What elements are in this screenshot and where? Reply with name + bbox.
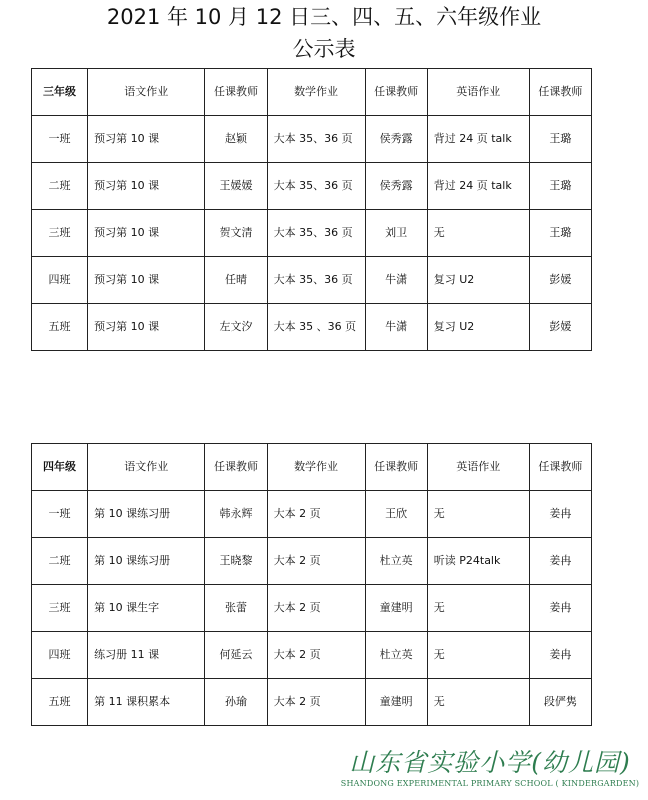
class-label: 二班 bbox=[32, 538, 88, 585]
page-title: 2021 年 10 月 12 日三、四、五、六年级作业 bbox=[106, 5, 542, 29]
chinese-teacher: 赵颖 bbox=[205, 116, 267, 163]
english-teacher: 彭媛 bbox=[529, 304, 591, 351]
chinese-teacher: 韩永辉 bbox=[205, 491, 267, 538]
english-teacher: 王璐 bbox=[529, 210, 591, 257]
header-math-homework: 数学作业 bbox=[267, 444, 365, 491]
english-teacher: 姜冉 bbox=[529, 491, 591, 538]
table-row bbox=[32, 585, 592, 632]
english-homework: 复习 U2 bbox=[427, 304, 529, 351]
grade-label: 四年级 bbox=[32, 444, 88, 491]
grade-label: 三年级 bbox=[32, 69, 88, 116]
math-teacher: 童建明 bbox=[365, 585, 427, 632]
chinese-teacher: 王媛媛 bbox=[205, 163, 267, 210]
chinese-homework: 第 10 课生字 bbox=[88, 585, 205, 632]
math-teacher: 刘卫 bbox=[365, 210, 427, 257]
table-row bbox=[32, 491, 592, 538]
math-homework: 大本 2 页 bbox=[267, 538, 365, 585]
english-teacher: 王璐 bbox=[529, 163, 591, 210]
header-teacher: 任课教师 bbox=[529, 444, 591, 491]
math-homework: 大本 35、36 页 bbox=[267, 257, 365, 304]
class-label: 四班 bbox=[32, 257, 88, 304]
chinese-teacher: 何延云 bbox=[205, 632, 267, 679]
math-teacher: 侯秀露 bbox=[365, 163, 427, 210]
header-chinese-homework: 语文作业 bbox=[88, 69, 205, 116]
english-teacher: 姜冉 bbox=[529, 632, 591, 679]
table-header-row bbox=[32, 69, 592, 116]
grade4-homework-table bbox=[31, 443, 592, 726]
chinese-homework: 第 10 课练习册 bbox=[88, 491, 205, 538]
chinese-teacher: 左文汐 bbox=[205, 304, 267, 351]
english-teacher: 王璐 bbox=[529, 116, 591, 163]
chinese-teacher: 张蕾 bbox=[205, 585, 267, 632]
chinese-homework: 第 11 课积累本 bbox=[88, 679, 205, 726]
table-row bbox=[32, 163, 592, 210]
english-homework: 无 bbox=[427, 491, 529, 538]
math-homework: 大本 2 页 bbox=[267, 585, 365, 632]
chinese-homework: 预习第 10 课 bbox=[88, 210, 205, 257]
table-row bbox=[32, 210, 592, 257]
page-subtitle: 公示表 bbox=[292, 37, 356, 61]
english-teacher: 姜冉 bbox=[529, 585, 591, 632]
math-homework: 大本 35 、36 页 bbox=[267, 304, 365, 351]
math-teacher: 童建明 bbox=[365, 679, 427, 726]
chinese-homework: 预习第 10 课 bbox=[88, 257, 205, 304]
class-label: 五班 bbox=[32, 304, 88, 351]
math-teacher: 杜立英 bbox=[365, 538, 427, 585]
class-label: 一班 bbox=[32, 491, 88, 538]
english-homework: 无 bbox=[427, 679, 529, 726]
math-teacher: 牛潇 bbox=[365, 304, 427, 351]
math-homework: 大本 2 页 bbox=[267, 491, 365, 538]
english-homework: 无 bbox=[427, 210, 529, 257]
math-teacher: 杜立英 bbox=[365, 632, 427, 679]
chinese-homework: 预习第 10 课 bbox=[88, 116, 205, 163]
chinese-teacher: 王晓黎 bbox=[205, 538, 267, 585]
header-teacher: 任课教师 bbox=[365, 69, 427, 116]
header-teacher: 任课教师 bbox=[365, 444, 427, 491]
math-teacher: 牛潇 bbox=[365, 257, 427, 304]
math-homework: 大本 35、36 页 bbox=[267, 210, 365, 257]
class-label: 四班 bbox=[32, 632, 88, 679]
class-label: 二班 bbox=[32, 163, 88, 210]
table-header-row bbox=[32, 444, 592, 491]
math-homework: 大本 2 页 bbox=[267, 679, 365, 726]
english-teacher: 姜冉 bbox=[529, 538, 591, 585]
math-teacher: 侯秀露 bbox=[365, 116, 427, 163]
math-homework: 大本 35、36 页 bbox=[267, 163, 365, 210]
table-row bbox=[32, 116, 592, 163]
english-homework: 无 bbox=[427, 585, 529, 632]
chinese-teacher: 任晴 bbox=[205, 257, 267, 304]
math-homework: 大本 35、36 页 bbox=[267, 116, 365, 163]
chinese-teacher: 孙瑜 bbox=[205, 679, 267, 726]
math-homework: 大本 2 页 bbox=[267, 632, 365, 679]
school-name-chinese: 山东省实验小学(幼儿园) bbox=[349, 748, 631, 777]
english-teacher: 段俨隽 bbox=[529, 679, 591, 726]
header-english-homework: 英语作业 bbox=[427, 69, 529, 116]
header-teacher: 任课教师 bbox=[205, 444, 267, 491]
english-homework: 背过 24 页 talk bbox=[427, 163, 529, 210]
table-row bbox=[32, 632, 592, 679]
grade3-homework-table bbox=[31, 68, 592, 351]
table-row bbox=[32, 679, 592, 726]
english-homework: 听读 P24talk bbox=[427, 538, 529, 585]
chinese-homework: 练习册 11 课 bbox=[88, 632, 205, 679]
header-teacher: 任课教师 bbox=[205, 69, 267, 116]
english-homework: 背过 24 页 talk bbox=[427, 116, 529, 163]
class-label: 三班 bbox=[32, 210, 88, 257]
math-teacher: 王欣 bbox=[365, 491, 427, 538]
header-chinese-homework: 语文作业 bbox=[88, 444, 205, 491]
header-math-homework: 数学作业 bbox=[267, 69, 365, 116]
chinese-homework: 第 10 课练习册 bbox=[88, 538, 205, 585]
english-teacher: 彭媛 bbox=[529, 257, 591, 304]
english-homework: 无 bbox=[427, 632, 529, 679]
table-row bbox=[32, 304, 592, 351]
class-label: 三班 bbox=[32, 585, 88, 632]
header-english-homework: 英语作业 bbox=[427, 444, 529, 491]
chinese-homework: 预习第 10 课 bbox=[88, 163, 205, 210]
school-name-english: SHANDONG EXPERIMENTAL PRIMARY SCHOOL ( KINDERGARDEN) bbox=[340, 779, 640, 788]
chinese-teacher: 贺文清 bbox=[205, 210, 267, 257]
table-row bbox=[32, 538, 592, 585]
school-logo-watermark bbox=[340, 748, 640, 798]
english-homework: 复习 U2 bbox=[427, 257, 529, 304]
table-row bbox=[32, 257, 592, 304]
header-teacher: 任课教师 bbox=[529, 69, 591, 116]
chinese-homework: 预习第 10 课 bbox=[88, 304, 205, 351]
class-label: 五班 bbox=[32, 679, 88, 726]
class-label: 一班 bbox=[32, 116, 88, 163]
